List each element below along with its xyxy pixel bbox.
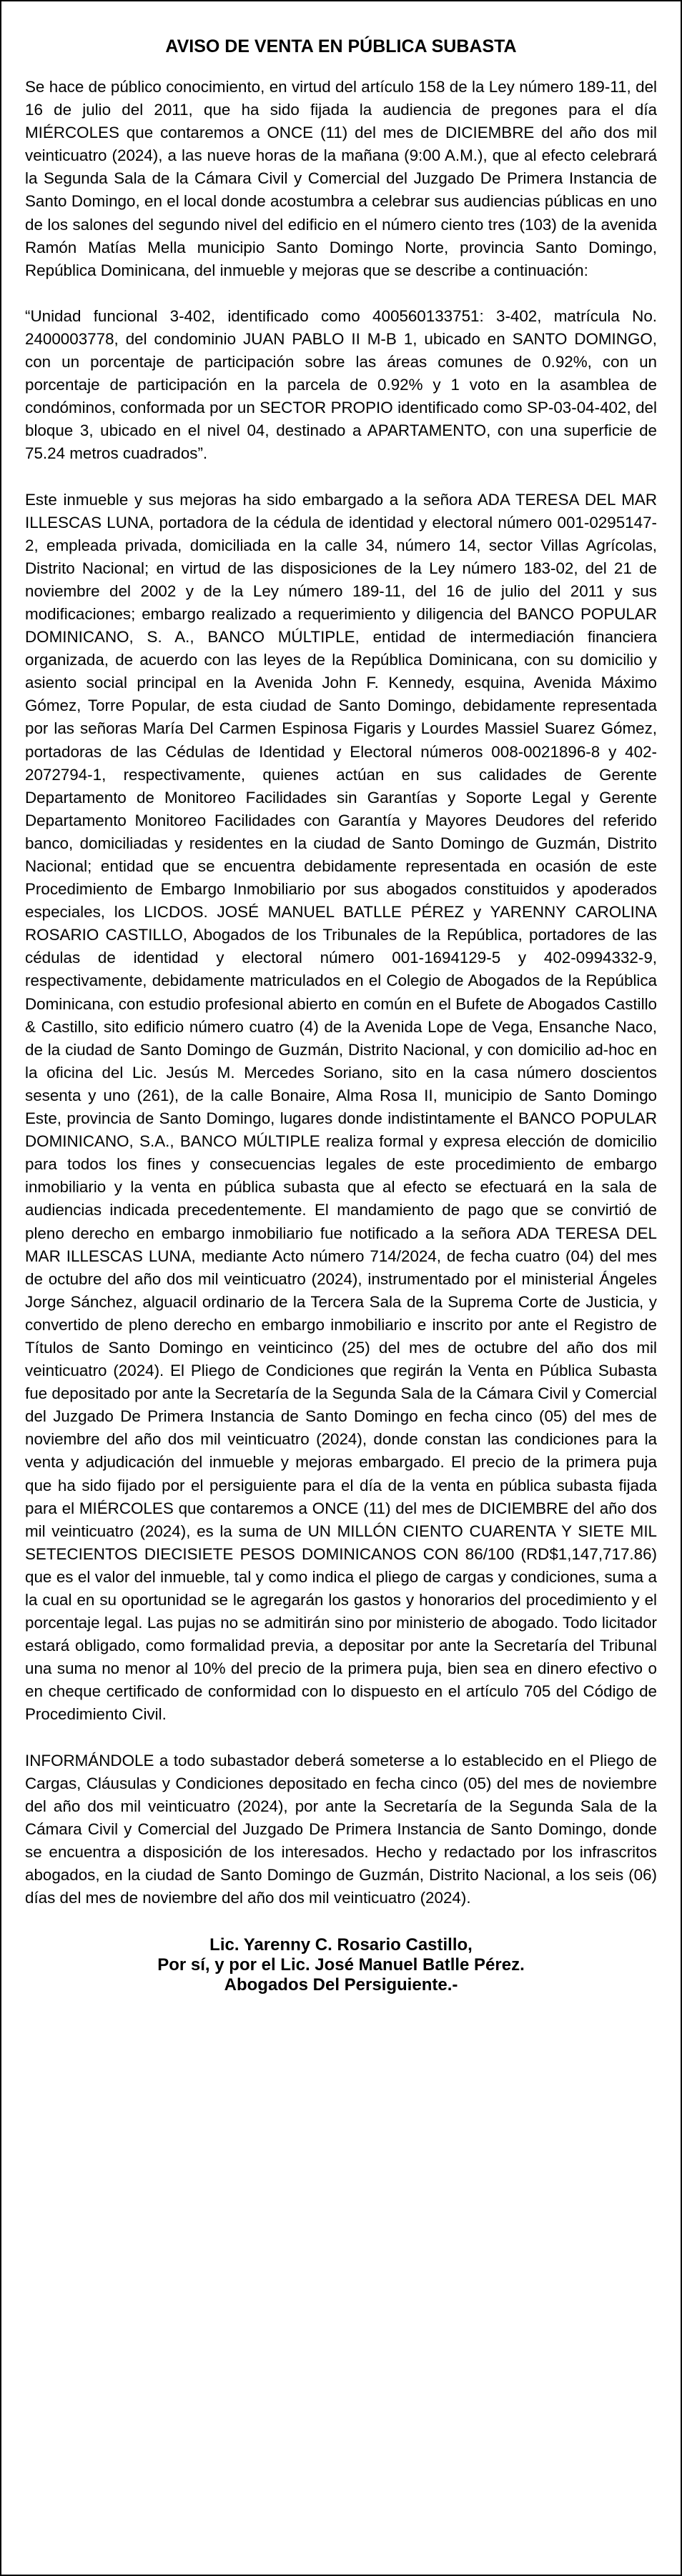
paragraph-hearing-announcement: Se hace de público conocimiento, en virtud del artículo 158 de la Ley número 189-11, del 16 de julio del 2011, que ha sido fijada la audiencia de pregones para el día MIÉRCOLES que contaremos a ONCE (11) del mes de DICIEMBRE del año dos mil veinticuatro (2024), a las nueve horas de la mañana (9:00 A.M.), que al efecto celebrará la Segunda Sala de la Cámara Civil y Comercial del Juzgado De Primera Instancia de Santo Domingo, en el local donde acostumbra a celebrar sus audiencias públicas en uno de los salones del segundo nivel del edificio en el número ciento tres (103) de la avenida Ramón Matías Mella municipio Santo Domingo Norte, provincia Santo Domingo, República Dominicana, del inmueble y mejoras que se describe a continuación: <box>25 78 657 279</box>
paragraph-property-description: “Unidad funcional 3-402, identificado como 400560133751: 3-402, matrícula No. 2400003778, del condominio JUAN PABLO II M-B 1, ubicado en SANTO DOMINGO, con un porcentaje de participación sobre las áreas comunes de 0.92%, con un porcentaje de participación en la parcela de 0.92% y 1 voto en la asamblea de condóminos, conformada por un SECTOR PROPIO identificado como SP-03-04-402, del bloque 3, ubicado en el nivel 04, destinado a APARTAMENTO, con una superficie de 75.24 metros cuadrados”. <box>25 306 657 463</box>
signature-line-2: Por sí, y por el Lic. José Manuel Batlle Pérez. <box>157 1955 525 1975</box>
paragraph-bidder-notice: INFORMÁNDOLE a todo subastador deberá someterse a lo establecido en el Pliego de Cargas, Cláusulas y Condiciones depositado en fecha cinco (05) del mes de noviembre del año dos mil veinticuatro (2024), por ante la Secretaría de la Segunda Sala de la Cámara Civil y Comercial del Juzgado De Primera Instancia de Santo Domingo, donde se encuentra a disposición de los interesados. Hecho y redactado por los infrascritos abogados, en la ciudad de Santo Domingo de Guzmán, Distrito Nacional, a los seis (06) días del mes de noviembre del año dos mil veinticuatro (2024). <box>25 1751 657 1907</box>
signature-block <box>25 1935 657 1995</box>
notice-title: AVISO DE VENTA EN PÚBLICA SUBASTA <box>165 36 517 56</box>
signature-line-1: Lic. Yarenny C. Rosario Castillo, <box>209 1935 473 1955</box>
paragraph-seizure-details: Este inmueble y sus mejoras ha sido embargado a la señora ADA TERESA DEL MAR ILLESCAS LUNA, portadora de la cédula de identidad y electoral número 001-0295147-2, empleada privada, domiciliada en la calle 34, número 14, sector Villas Agrícolas, Distrito Nacional; en virtud de las disposiciones de la Ley número 183-02, del 21 de noviembre del 2002 y de la Ley número 189-11, del 16 de julio del 2011 y sus modificaciones; embargo realizado a requerimiento y diligencia del BANCO POPULAR DOMINICANO, S. A., BANCO MÚLTIPLE, entidad de intermediación financiera organizada, de acuerdo con las leyes de la República Dominicana, con su domicilio y asiento social principal en la Avenida John F. Kennedy, esquina, Avenida Máximo Gómez, Torre Popular, de esta ciudad de Santo Domingo, debidamente representada por las señoras María Del Carmen Espinosa Figaris y Lourdes Massiel Suarez Gómez, portadoras de las Cédulas de Identidad y Electoral números 008-0021896-8 y 402-2072794-1, respectivamente, quienes actúan en sus calidades de Gerente Departamento de Monitoreo Facilidades sin Garantías y Soporte Legal y Gerente Departamento Monitoreo Facilidades con Garantía y Mayores Deudores del referido banco, domiciliadas y residentes en la ciudad de Santo Domingo de Guzmán, Distrito Nacional; entidad que se encuentra debidamente representada en ocasión de este Procedimiento de Embargo Inmobiliario por sus abogados constituidos y apoderados especiales, los LICDOS. JOSÉ MANUEL BATLLE PÉREZ y YARENNY CAROLINA ROSARIO CASTILLO, Abogados de los Tribunales de la República, portadores de las cédulas de identidad y electoral número 001-1694129-5 y 402-0994332-9, respectivamente, debidamente matriculados en el Colegio de Abogados de la República Dominicana, con estudio profesional abierto en común en el Bufete de Abogados Castillo & Castillo, sito edificio número cuatro (4) de la Avenida Lope de Vega, Ensanche Naco, de la ciudad de Santo Domingo de Guzmán, Distrito Nacional, y con domicilio ad-hoc en la oficina del Lic. Jesús M. Mercedes Soriano, sito en la casa número doscientos sesenta y uno (261), de la calle Bonaire, Alma Rosa II, municipio de Santo Domingo Este, provincia de Santo Domingo, lugares donde indistintamente el BANCO POPULAR DOMINICANO, S.A., BANCO MÚLTIPLE realiza formal y expresa elección de domicilio para todos los fines y consecuencias legales de este procedimiento de embargo inmobiliario y la venta en pública subasta que al efecto se efectuará en la sala de audiencias indicada precedentemente. El mandamiento de pago que se convirtió de pleno derecho en embargo inmobiliario fue notificado a la señora ADA TERESA DEL MAR ILLESCAS LUNA, mediante Acto número 714/2024, de fecha cuatro (04) del mes de octubre del año dos mil veinticuatro (2024), instrumentado por el ministerial Ángeles Jorge Sánchez, alguacil ordinario de la Tercera Sala de la Suprema Corte de Justicia, y convertido de pleno derecho en embargo inmobiliario e inscrito por ante el Registro de Títulos de Santo Domingo en veinticinco (25) del mes de octubre del año dos mil veinticuatro (2024). El Pliego de Condiciones que regirán la Venta en Pública Subasta fue depositado por ante la Secretaría de la Segunda Sala de la Cámara Civil y Comercial del Juzgado De Primera Instancia de Santo Domingo en fecha cinco (05) del mes de noviembre del año dos mil veinticuatro (2024), donde constan las condiciones para la venta y adjudicación del inmueble y mejoras embargado. El precio de la primera puja que ha sido fijado por el persiguiente para el día de la venta en pública subasta fijada para el MIÉRCOLES que contaremos a ONCE (11) del mes de DICIEMBRE del año dos mil veinticuatro (2024), es la suma de UN MILLÓN CIENTO CUARENTA Y SIETE MIL SETECIENTOS DIECISIETE PESOS DOMINICANOS CON 86/100 (RD$1,147,717.86) que es el valor del inmueble, tal y como indica el pliego de cargas y condiciones, suma a la cual en su oportunidad se le agregarán los gastos y honorarios del procedimiento y el porcentaje legal. Las pujas no se admitirán sino por ministerio de abogado. Todo licitador estará obligado, como formalidad previa, a depositar por ante la Secretaría del Tribunal una suma no menor al 10% del precio de la primera puja, bien sea en dinero efectivo o en cheque certificado de conformidad con lo dispuesto en el artículo 705 del Código de Procedimiento Civil. <box>25 490 657 1724</box>
signature-line-3: Abogados Del Persiguiente.- <box>224 1975 458 1995</box>
